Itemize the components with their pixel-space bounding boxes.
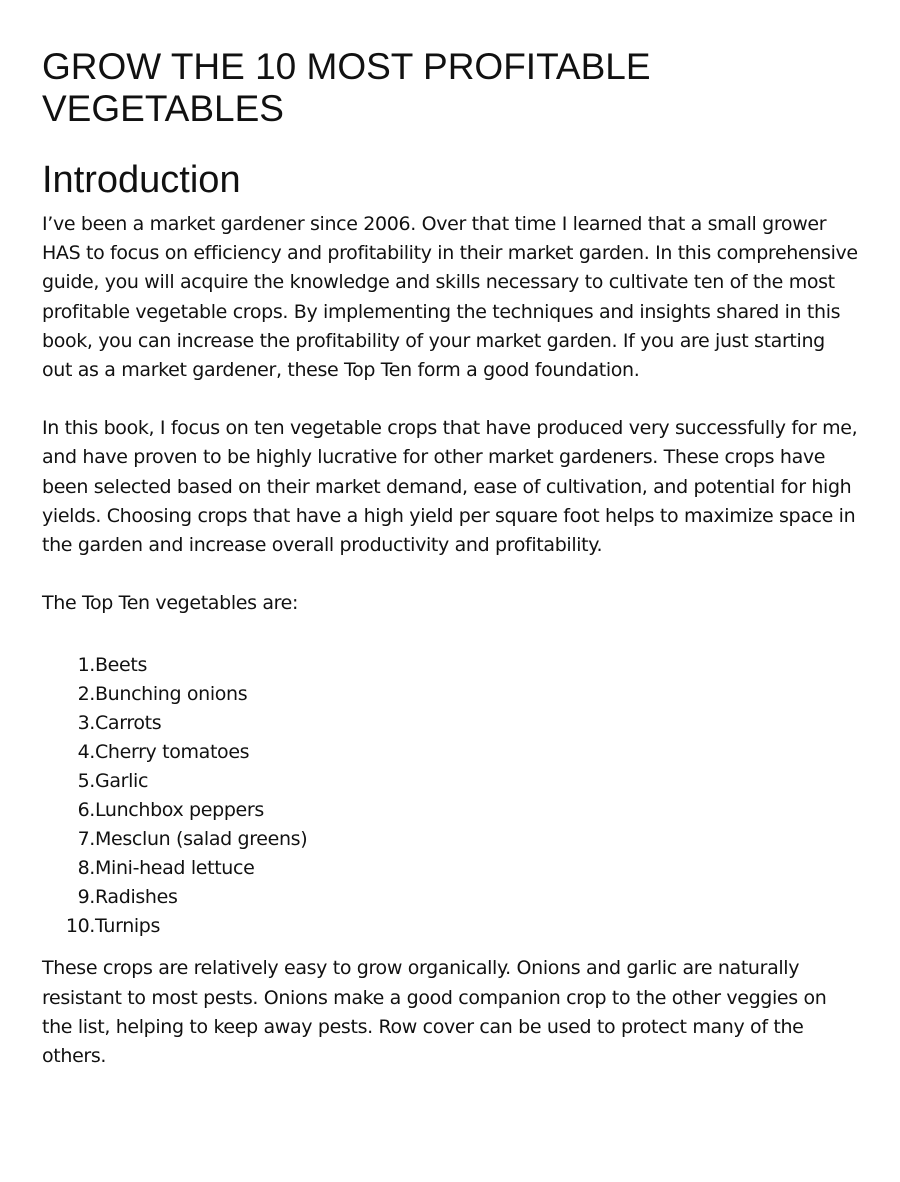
list-item-text: Beets: [95, 654, 148, 677]
list-item-text: Lunchbox peppers: [95, 799, 264, 822]
list-item-number: 4.: [77, 741, 95, 764]
top-ten-list: [42, 651, 860, 941]
list-item: [42, 854, 860, 883]
intro-paragraph-2: In this book, I focus on ten vegetable crops that have produced very successfully for me, and have proven to be highly lucrative for other market gardeners. These crops have been selected based on their market demand, ease of cultivation, and potential for high yields. Choosing crops that have a high yield per square foot helps to maximize space in the garden and increase overall productivity and profitability.: [42, 417, 858, 557]
list-intro-paragraph: The Top Ten vegetables are:: [42, 592, 299, 615]
list-item: [42, 738, 860, 767]
section-heading: Introduction: [42, 159, 241, 201]
list-item-text: Garlic: [95, 770, 149, 793]
list-item: [42, 825, 860, 854]
list-item-number: 8.: [77, 857, 95, 880]
list-item-text: Carrots: [95, 712, 162, 735]
list-item-number: 6.: [77, 799, 95, 822]
list-item-number: 3.: [77, 712, 95, 735]
intro-paragraph-1: I’ve been a market gardener since 2006. Over that time I learned that a small grower HAS to focus on efficiency and profitability in their market garden. In this comprehensive guide, you will acquire the knowledge and skills necessary to cultivate ten of the most profitable vegetable crops. By implementing the techniques and insights shared in this book, you can increase the profitability of your market garden. If you are just starting out as a market gardener, these Top Ten form a good foundation.: [42, 213, 858, 382]
list-item: [42, 651, 860, 680]
list-item-text: Mesclun (salad greens): [95, 828, 308, 851]
list-item-number: 2.: [77, 683, 95, 706]
list-item-number: 1.: [77, 654, 95, 677]
closing-paragraph: These crops are relatively easy to grow organically. Onions and garlic are naturally resistant to most pests. Onions make a good companion crop to the other veggies on the list, helping to keep away pests. Row cover can be used to protect many of the others.: [42, 957, 827, 1068]
list-item: [42, 912, 860, 941]
list-item: [42, 883, 860, 912]
list-item-number: 5.: [77, 770, 95, 793]
list-item-text: Bunching onions: [95, 683, 248, 706]
list-item-text: Mini-head lettuce: [95, 857, 255, 880]
list-item-text: Turnips: [95, 915, 161, 938]
list-item-number: 10.: [65, 915, 95, 938]
list-item: [42, 680, 860, 709]
list-item-text: Radishes: [95, 886, 178, 909]
list-item-text: Cherry tomatoes: [95, 741, 250, 764]
list-item-number: 9.: [77, 886, 95, 909]
list-item: [42, 767, 860, 796]
book-title: GROW THE 10 MOST PROFITABLE VEGETABLES: [42, 46, 651, 129]
list-item: [42, 709, 860, 738]
list-item-number: 7.: [77, 828, 95, 851]
list-item: [42, 796, 860, 825]
